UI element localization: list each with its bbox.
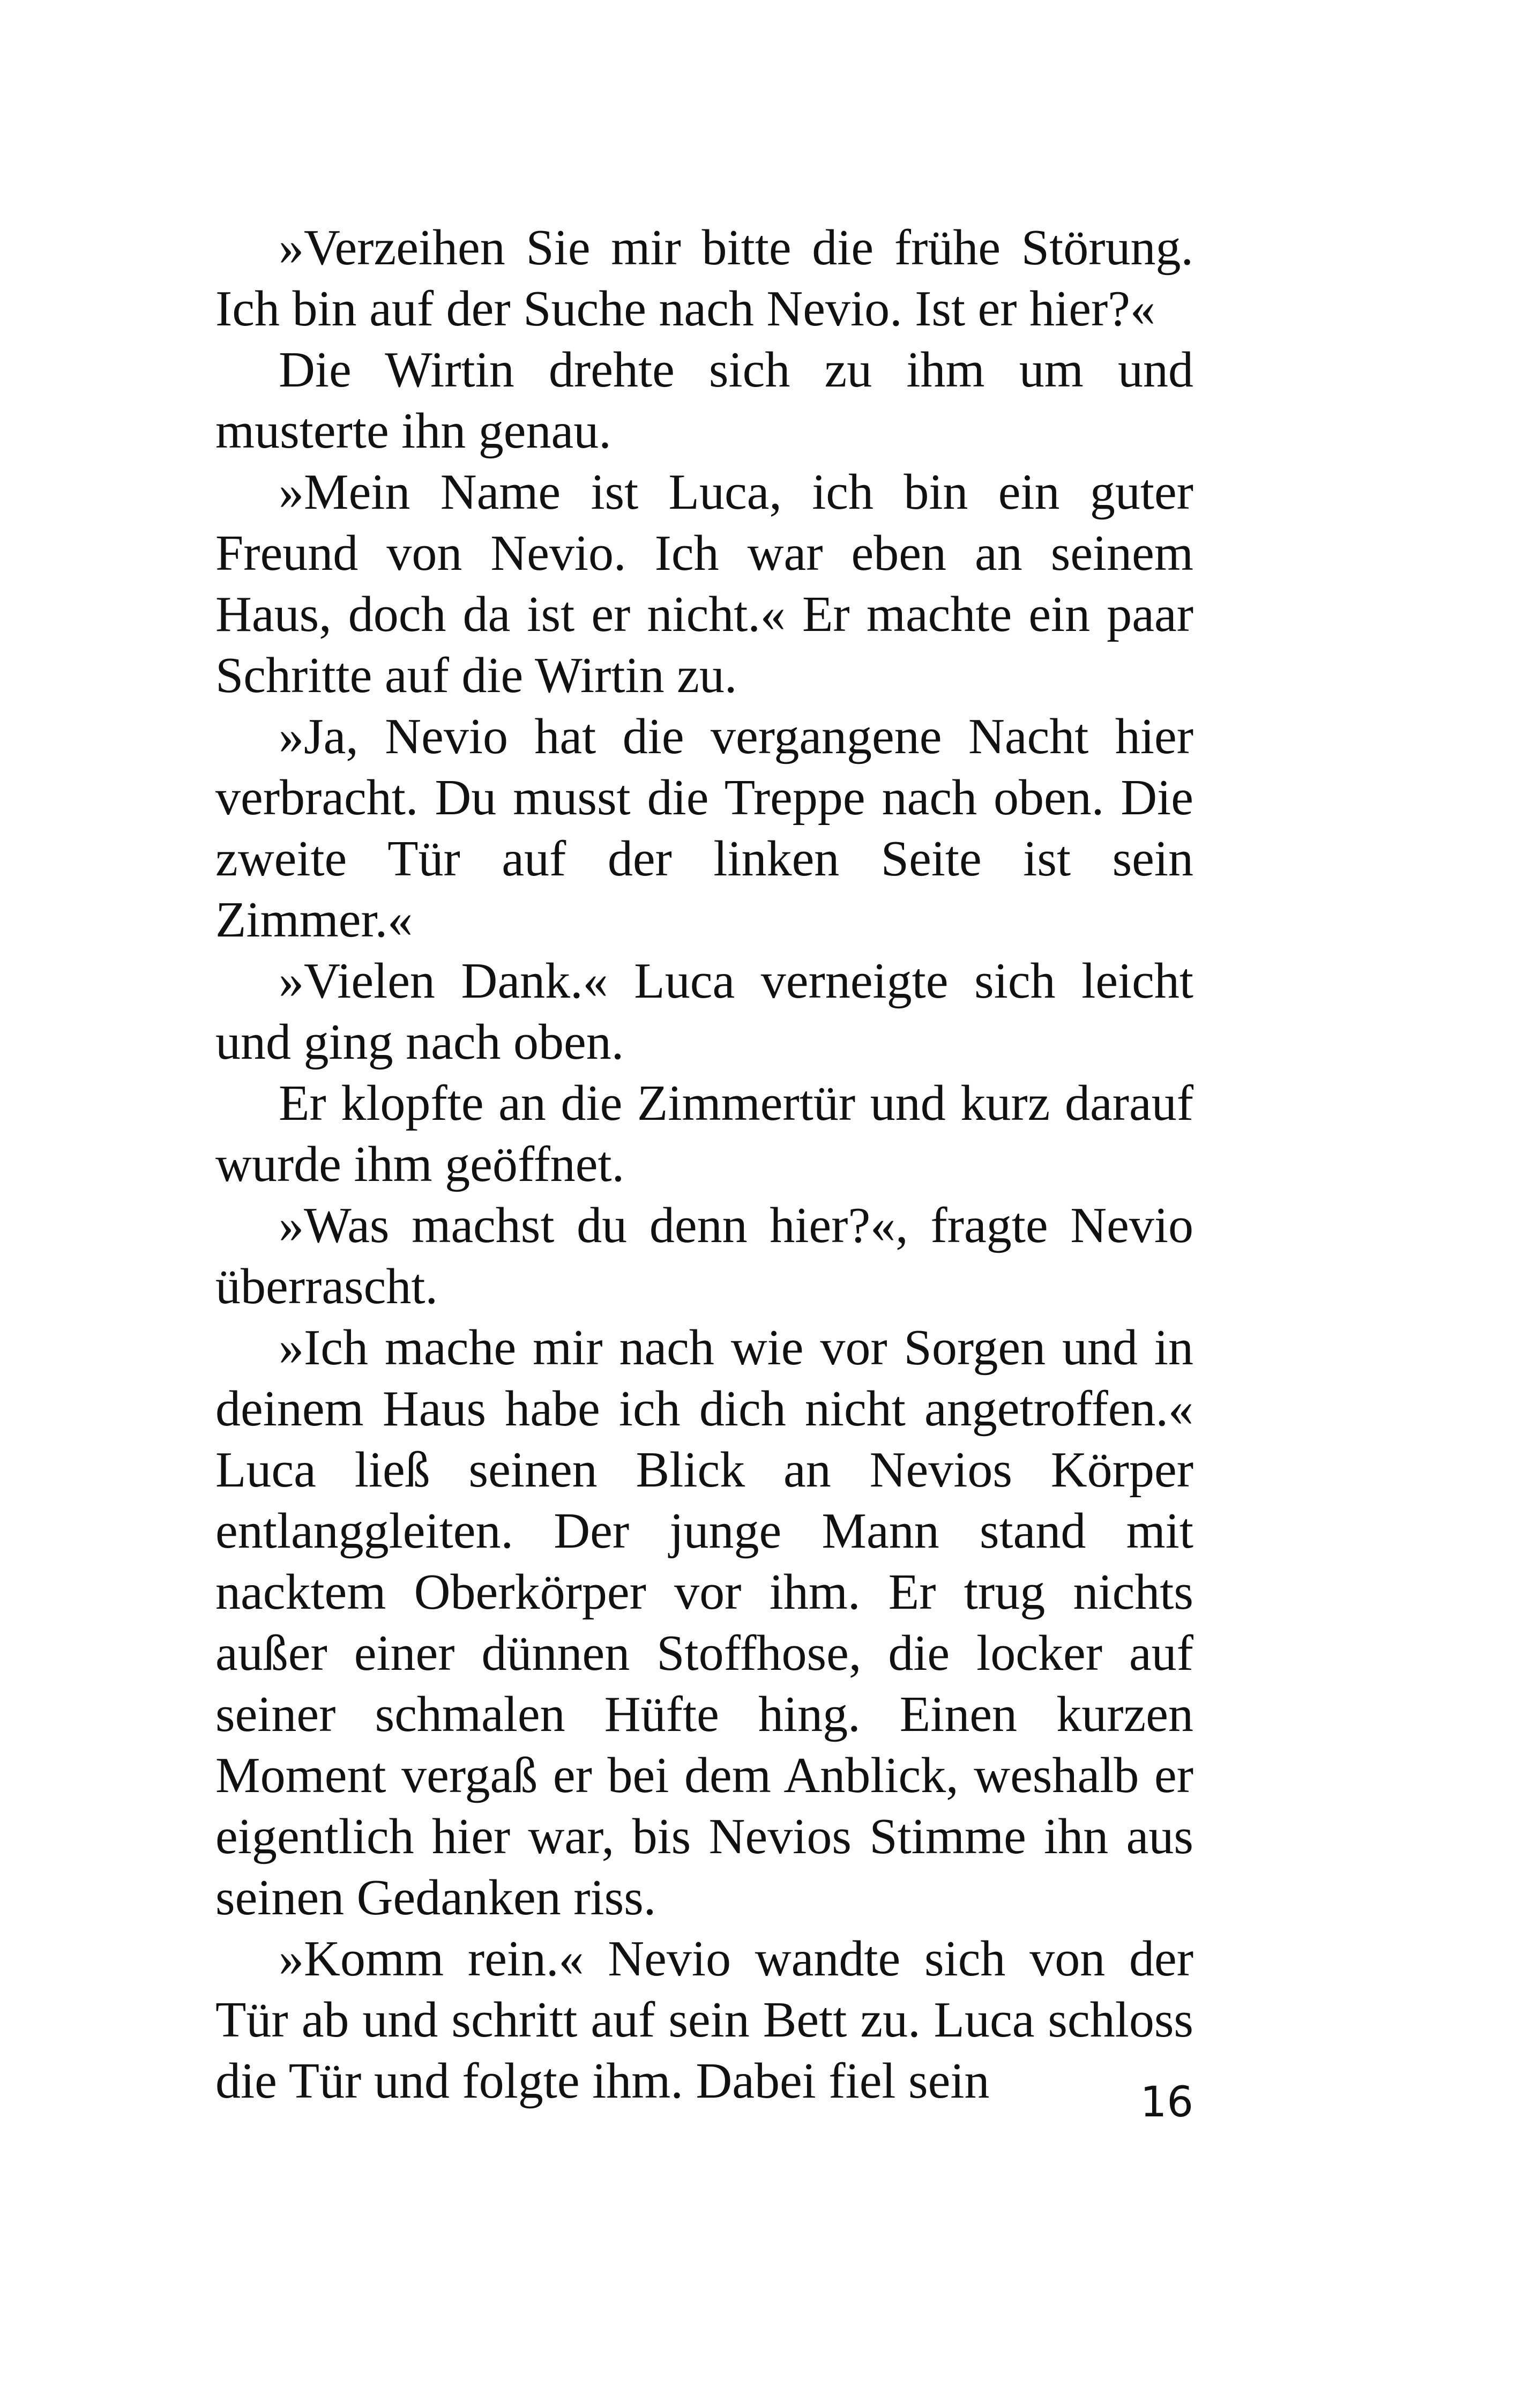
paragraph: »Verzeihen Sie mir bitte die frühe Störung. Ich bin auf der Suche nach Nevio. Ist er hier?« [215,220,1193,337]
paragraph: »Vielen Dank.« Luca verneigte sich leicht und ging nach oben. [215,953,1193,1070]
paragraph: »Ich mache mir nach wie vor Sorgen und in deinem Haus habe ich dich nicht angetroffen.« Luca ließ seinen Blick an Nevios Körper entlanggleiten. Der junge Mann stand mit nacktem Oberkörper vor ihm. Er trug nichts außer einer dünnen Stoffhose, die locker auf seiner schmalen Hüfte hing. Einen kurzen Moment vergaß er bei dem Anblick, weshalb er eigentlich hier war, bis Nevios Stimme ihn aus seinen Gedanken riss. [215,1320,1193,1926]
paragraph: »Was machst du denn hier?«, fragte Nevio überrascht. [215,1198,1193,1314]
paragraph: Die Wirtin drehte sich zu ihm um und musterte ihn genau. [215,342,1193,459]
paragraph: »Ja, Nevio hat die vergangene Nacht hier verbracht. Du musst die Treppe nach oben. Die zweite Tür auf der linken Seite ist sein Zimmer.« [215,709,1193,948]
body-text [215,217,1193,2112]
paragraph: Er klopfte an die Zimmertür und kurz darauf wurde ihm geöffnet. [215,1075,1193,1192]
page-number: 16 [1140,2078,1193,2127]
paragraph: »Komm rein.« Nevio wandte sich von der Tür ab und schritt auf sein Bett zu. Luca schloss die Tür und folgte ihm. Dabei fiel sein [215,1931,1193,2109]
paragraph: »Mein Name ist Luca, ich bin ein guter Freund von Nevio. Ich war eben an seinem Haus, doch da ist er nicht.« Er machte ein paar Schritte auf die Wirtin zu. [215,464,1193,703]
